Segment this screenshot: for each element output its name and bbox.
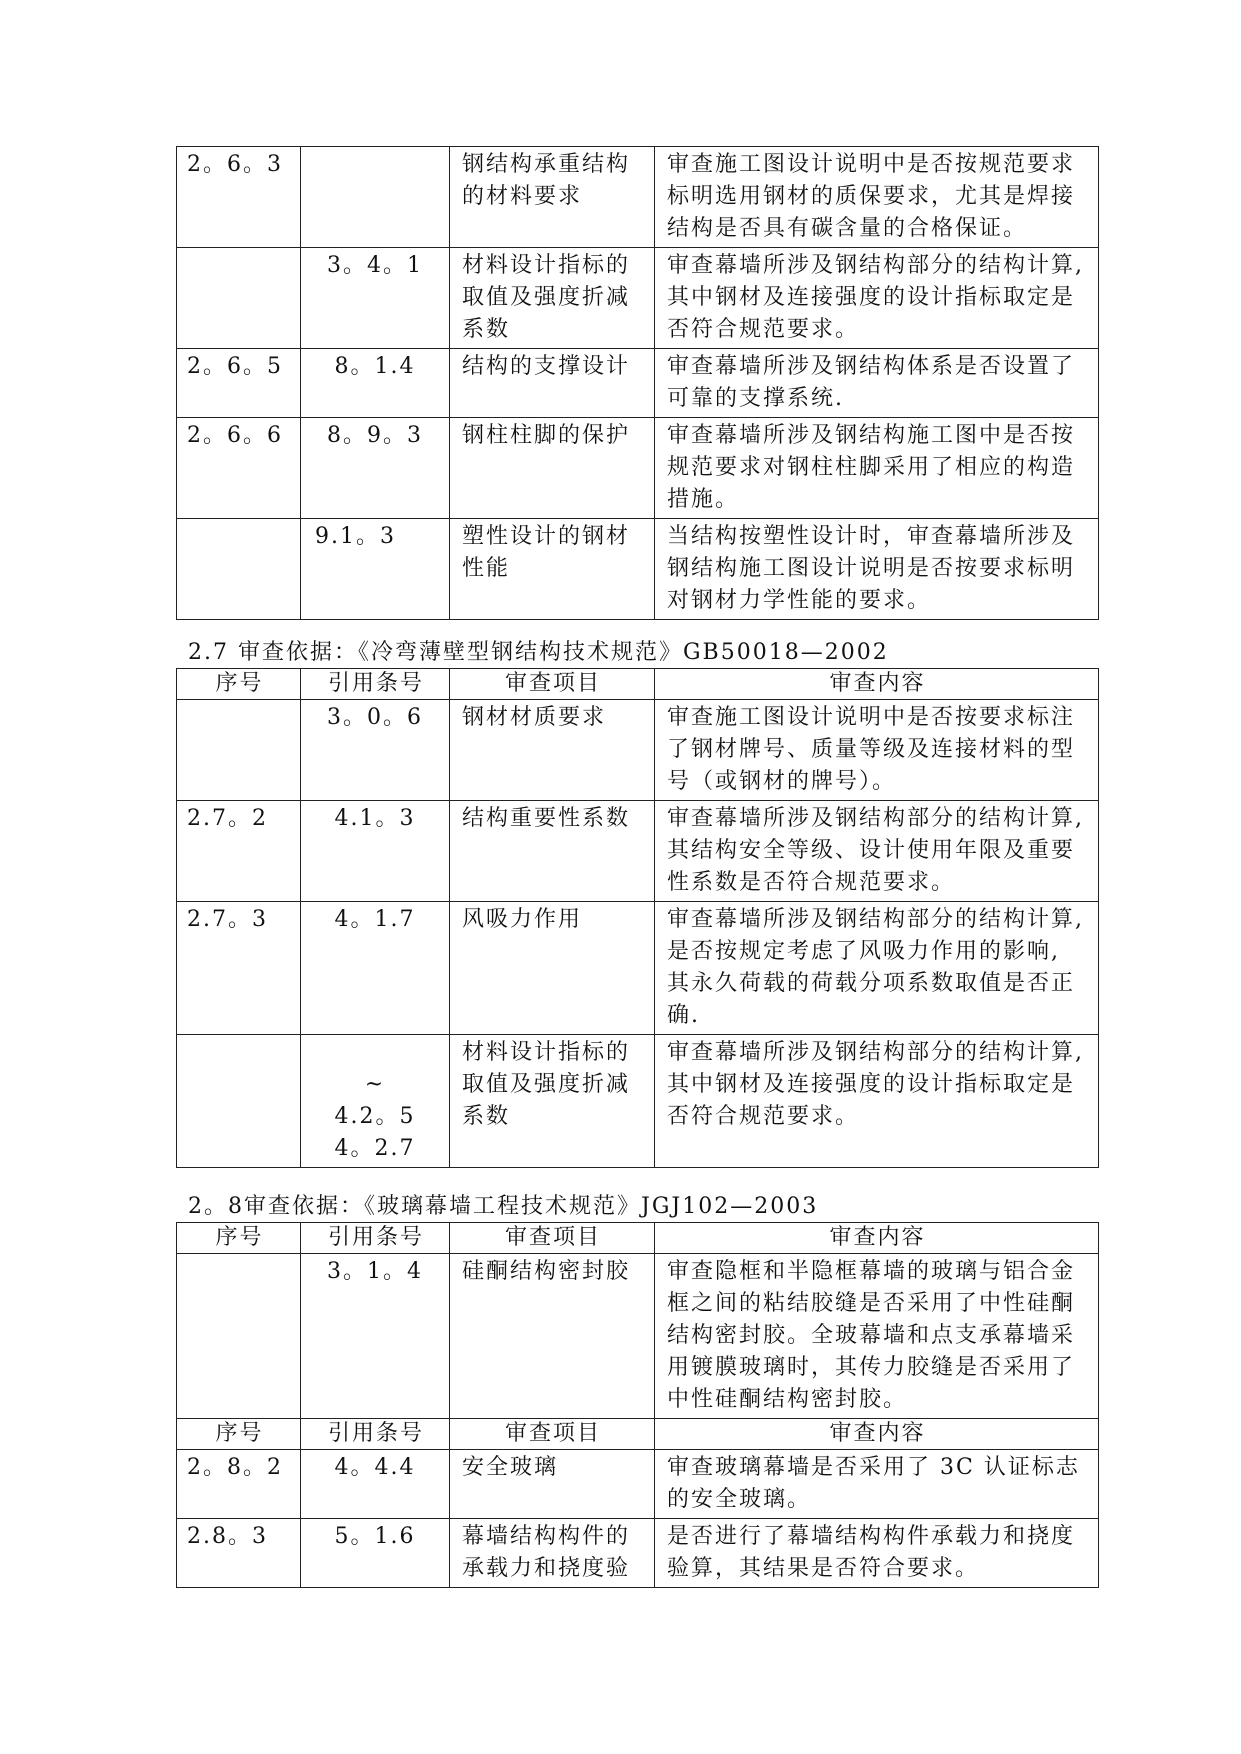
cell-content	[655, 147, 1099, 248]
cell-content	[655, 902, 1099, 1035]
cell-content-line: 的安全玻璃。	[667, 1487, 812, 1512]
table-row	[177, 1450, 1099, 1519]
cell-clause: 5。1.6	[301, 1519, 450, 1588]
header-item: 审查项目	[450, 1223, 655, 1254]
cell-no: 2。8。2	[177, 1450, 301, 1519]
cell-content-line: 审查施工图设计说明中是否按要求标注	[667, 705, 1076, 730]
cell-item-line: 系数	[462, 1104, 511, 1129]
cell-item	[450, 248, 655, 349]
header-item: 审查项目	[450, 669, 655, 700]
cell-clause: 3。1。4	[301, 1254, 450, 1419]
cell-clause-line	[305, 1037, 445, 1069]
table-row	[177, 349, 1099, 418]
cell-clause-line: ~	[364, 1072, 386, 1097]
cell-content-line: 结构密封胶。全玻幕墙和点支承幕墙采	[667, 1323, 1076, 1348]
table-row	[177, 418, 1099, 519]
cell-item-line: 材料设计指标的	[462, 1040, 631, 1065]
cell-item	[450, 147, 655, 248]
table-section-2-6	[176, 146, 1099, 620]
cell-clause-line: 4。2.7	[334, 1136, 416, 1161]
cell-content-line: 用镀膜玻璃时，其传力胶缝是否采用了	[667, 1355, 1076, 1380]
cell-item-line: 承载力和挠度验	[462, 1556, 631, 1581]
cell-no: 2。6。3	[177, 147, 301, 248]
cell-content-line: 其结构安全等级、设计使用年限及重要	[667, 838, 1076, 863]
cell-content	[655, 1519, 1099, 1588]
cell-item-line: 钢材材质要求	[462, 705, 607, 730]
table-row	[177, 1519, 1099, 1588]
cell-content-line: 其中钢材及连接强度的设计指标取定是	[667, 285, 1076, 310]
section-2-7-caption: 2.7 审查依据：《冷弯薄壁型钢结构技术规范》GB50018—2002	[188, 640, 889, 665]
cell-no	[177, 1254, 301, 1419]
cell-clause: 4。1.7	[301, 902, 450, 1035]
cell-content-line: 框之间的粘结胶缝是否采用了中性硅酮	[667, 1291, 1076, 1316]
cell-no: 2.8。3	[177, 1519, 301, 1588]
header-no: 序号	[177, 669, 301, 700]
cell-content-line: 性系数是否符合规范要求。	[667, 870, 956, 895]
cell-item	[450, 1254, 655, 1419]
cell-item	[450, 418, 655, 519]
cell-content-line: 了钢材牌号、质量等级及连接材料的型	[667, 737, 1076, 762]
cell-clause: 4.1。3	[301, 801, 450, 902]
table-header-row	[177, 669, 1099, 700]
cell-content-line: 是否进行了幕墙结构构件承载力和挠度	[667, 1524, 1076, 1549]
cell-item	[450, 902, 655, 1035]
header-no: 序号	[177, 1223, 301, 1254]
cell-content-line: 确.	[667, 1003, 700, 1028]
cell-no: 2。6。6	[177, 418, 301, 519]
cell-content-line: 审查幕墙所涉及钢结构体系是否设置了	[667, 354, 1076, 379]
table-section-2-7	[176, 668, 1099, 1168]
cell-clause: 4。4.4	[301, 1450, 450, 1519]
cell-no	[177, 700, 301, 801]
cell-content-line: 可靠的支撑系统.	[667, 386, 844, 411]
cell-content	[655, 519, 1099, 620]
cell-item-line: 系数	[462, 317, 511, 342]
cell-clause: 9.1。3	[301, 519, 450, 620]
cell-content-line: 其中钢材及连接强度的设计指标取定是	[667, 1072, 1076, 1097]
cell-content-line: 是否按规定考虑了风吸力作用的影响,	[667, 939, 1060, 964]
header-content: 审查内容	[655, 1419, 1099, 1450]
cell-item	[450, 519, 655, 620]
table-row	[177, 1035, 1099, 1168]
header-clause: 引用条号	[301, 1419, 450, 1450]
cell-clause: 3。4。1	[301, 248, 450, 349]
cell-no: 2.7。2	[177, 801, 301, 902]
table-row	[177, 248, 1099, 349]
cell-content-line: 审查幕墙所涉及钢结构部分的结构计算,	[667, 907, 1084, 932]
cell-content-line: 钢结构施工图设计说明是否按要求标明	[667, 556, 1076, 581]
cell-item-line: 取值及强度折减	[462, 1072, 631, 1097]
cell-content-line: 号（或钢材的牌号）。	[667, 769, 897, 794]
cell-content	[655, 349, 1099, 418]
cell-content-line: 措施。	[667, 487, 740, 512]
table-header-row	[177, 1223, 1099, 1254]
cell-clause: 8。9。3	[301, 418, 450, 519]
cell-content	[655, 1450, 1099, 1519]
header-clause: 引用条号	[301, 1223, 450, 1254]
cell-content-line: 标明选用钢材的质保要求，尤其是焊接	[667, 184, 1076, 209]
header-clause: 引用条号	[301, 669, 450, 700]
section-2-8-caption: 2。8审查依据：《玻璃幕墙工程技术规范》JGJ102—2003	[188, 1194, 819, 1219]
cell-no: 2。6。5	[177, 349, 301, 418]
header-item: 审查项目	[450, 1419, 655, 1450]
cell-content-line: 中性硅酮结构密封胶。	[667, 1387, 908, 1412]
cell-content-line: 审查玻璃幕墙是否采用了 3C 认证标志	[667, 1455, 1080, 1480]
cell-no	[177, 1035, 301, 1168]
cell-item-line: 的材料要求	[462, 184, 583, 209]
cell-item-line: 结构的支撑设计	[462, 354, 631, 379]
cell-clause: 8。1.4	[301, 349, 450, 418]
cell-content-line: 审查幕墙所涉及钢结构部分的结构计算,	[667, 806, 1084, 831]
table-row	[177, 902, 1099, 1035]
cell-item-line: 结构重要性系数	[462, 806, 631, 831]
cell-content	[655, 1254, 1099, 1419]
cell-item	[450, 349, 655, 418]
cell-item	[450, 1519, 655, 1588]
cell-content-line: 否符合规范要求。	[667, 317, 860, 342]
cell-item-line: 幕墙结构构件的	[462, 1524, 631, 1549]
cell-item-line: 钢结构承重结构	[462, 152, 631, 177]
header-content: 审查内容	[655, 669, 1099, 700]
table-row	[177, 519, 1099, 620]
table-section-2-8	[176, 1222, 1099, 1588]
cell-content-line: 当结构按塑性设计时，审查幕墙所涉及	[667, 524, 1076, 549]
cell-content	[655, 1035, 1099, 1168]
cell-item	[450, 1450, 655, 1519]
cell-content-line: 审查幕墙所涉及钢结构施工图中是否按	[667, 423, 1076, 448]
table-row	[177, 147, 1099, 248]
cell-item-line: 安全玻璃	[462, 1455, 559, 1480]
cell-item-line: 材料设计指标的	[462, 253, 631, 278]
cell-item-line: 钢柱柱脚的保护	[462, 423, 631, 448]
table-row	[177, 801, 1099, 902]
cell-clause	[301, 1035, 450, 1168]
cell-item-line: 性能	[462, 556, 511, 581]
cell-content-line: 验算，其结果是否符合要求。	[667, 1556, 980, 1581]
cell-content	[655, 700, 1099, 801]
cell-no	[177, 248, 301, 349]
table-header-row	[177, 1419, 1099, 1450]
cell-content	[655, 248, 1099, 349]
cell-content-line: 审查施工图设计说明中是否按规范要求	[667, 152, 1076, 177]
cell-content-line: 对钢材力学性能的要求。	[667, 588, 932, 613]
cell-item-line: 风吸力作用	[462, 907, 583, 932]
cell-item	[450, 1035, 655, 1168]
table-row	[177, 700, 1099, 801]
cell-content-line: 结构是否具有碳含量的合格保证。	[667, 216, 1028, 241]
cell-item-line: 硅酮结构密封胶	[462, 1259, 631, 1284]
cell-content-line: 审查幕墙所涉及钢结构部分的结构计算,	[667, 1040, 1084, 1065]
cell-clause-line: 4.2。5	[334, 1104, 416, 1129]
cell-content-line: 审查幕墙所涉及钢结构部分的结构计算,	[667, 253, 1084, 278]
header-content: 审查内容	[655, 1223, 1099, 1254]
cell-clause	[301, 147, 450, 248]
cell-no	[177, 519, 301, 620]
cell-content-line: 规范要求对钢柱柱脚采用了相应的构造	[667, 455, 1076, 480]
cell-content-line: 否符合规范要求。	[667, 1104, 860, 1129]
cell-clause: 3。0。6	[301, 700, 450, 801]
cell-content	[655, 418, 1099, 519]
cell-content-line: 审查隐框和半隐框幕墙的玻璃与铝合金	[667, 1259, 1076, 1284]
table-row	[177, 1254, 1099, 1419]
cell-item-line: 塑性设计的钢材	[462, 524, 631, 549]
header-no: 序号	[177, 1419, 301, 1450]
cell-item	[450, 801, 655, 902]
cell-content-line: 其永久荷载的荷载分项系数取值是否正	[667, 971, 1076, 996]
cell-no: 2.7。3	[177, 902, 301, 1035]
cell-item-line: 取值及强度折减	[462, 285, 631, 310]
cell-content	[655, 801, 1099, 902]
cell-item	[450, 700, 655, 801]
